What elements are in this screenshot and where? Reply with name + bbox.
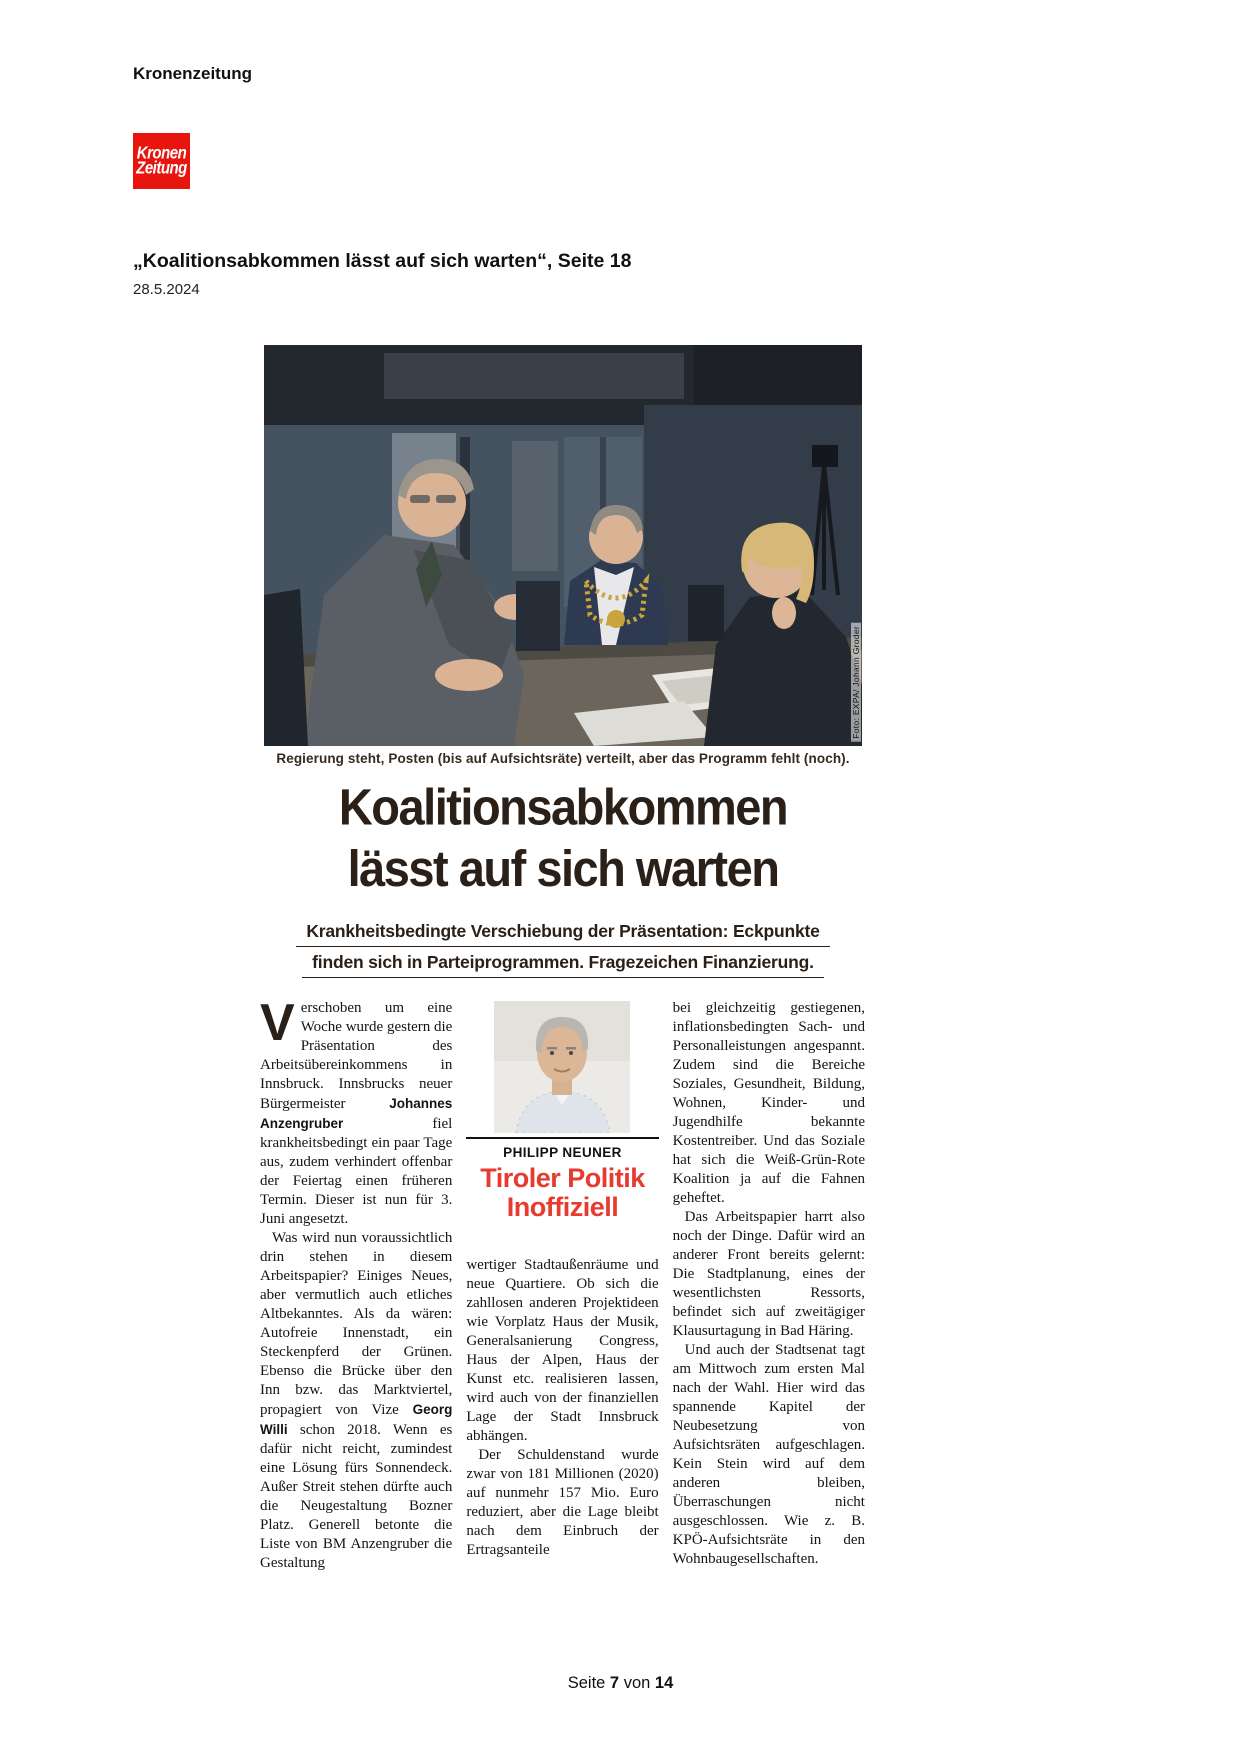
article-paragraph	[260, 994, 453, 1229]
footer-total-pages: 14	[654, 1674, 674, 1692]
article-column-left	[260, 994, 453, 1573]
article-subheadline	[264, 921, 862, 983]
series-title-line-2: Inoffiziell	[506, 1192, 619, 1222]
photo-credit: Foto: EXPA/ Johann Groder	[851, 623, 861, 742]
text-run: Und auch der Stadtsenat tagt am Mittwoch zum ersten Mal nach der Wahl. Hier wird das spannende Kapitel der Neubesetzung von Aufsichtsräten aufgeschlagen. Kein Stein wird auf dem anderen bleiben, Überraschungen nicht ausgeschlossen. Wie z. B. KPÖ-Aufsichtsräte in den Wohnbaugesellschaften.	[672, 1342, 865, 1567]
text-run: Der Schuldenstand wurde zwar von 181 Millionen (2020) auf nunmehr 157 Mio. Euro reduziert, aber die Lage bleibt nach dem Einbruch der Ertragsanteile	[466, 1447, 659, 1558]
article-paragraph	[673, 1341, 865, 1569]
kronen-zeitung-logo	[133, 133, 190, 189]
article-paragraph	[673, 999, 865, 1208]
spacer	[466, 1222, 658, 1244]
text-run: fiel krankheitsbedingt ein paar Tage aus, zudem verhindert offenbar der Feiertag einen früheren Termin. Dieser ist nun für 3. Juni angesetzt.	[260, 1116, 453, 1227]
series-title-line-1: Tiroler Politik	[480, 1163, 645, 1193]
logo-line-2: Zeitung	[136, 158, 187, 179]
photo-caption: Regierung steht, Posten (bis auf Aufsichtsräte) verteilt, aber das Programm fehlt (noch).	[276, 751, 850, 766]
article-headline	[264, 776, 862, 899]
text-run: Das Arbeitspapier harrt also noch der Dinge. Dafür wird an anderer Front bereits gelernt: Die Stadtplanung, eines der wesentlichsten Ressorts, befindet sich auf zweitägiger Klausurtagung in Bad Häring.	[672, 1209, 865, 1339]
headline-line-1: Koalitionsabkommen	[338, 778, 788, 836]
source-label: Kronenzeitung	[133, 64, 252, 83]
columnist-name: PHILIPP NEUNER	[503, 1145, 622, 1160]
article-column-right	[673, 999, 865, 1573]
clipping-title: „Koalitionsabkommen lässt auf sich warten“, Seite 18	[133, 250, 632, 272]
drop-cap: V	[260, 994, 295, 1052]
article-paragraph	[466, 1446, 658, 1560]
article-photo	[264, 345, 862, 746]
columnist-divider	[466, 1137, 658, 1139]
footer-page-number: 7	[609, 1674, 620, 1692]
article-paragraph	[260, 1229, 452, 1573]
bold-name: Georg Willi	[260, 1402, 453, 1437]
text-run: schon 2018. Wenn es dafür nicht reicht, zumindest eine Lösung fürs Sonnendeck. Außer Streit stehen dürfte auch die Neugestaltung Bozner Platz. Generell betonte die Liste von BM Anzengruber die Gestaltung	[260, 1422, 453, 1571]
article-column-middle	[466, 999, 658, 1573]
article-paragraph	[673, 1208, 865, 1341]
clipping-date: 28.5.2024	[133, 281, 200, 298]
columnist-box	[466, 1001, 658, 1244]
footer-middle: von	[623, 1674, 651, 1692]
text-run: Was wird nun voraussichtlich drin stehen in diesem Arbeitspapier? Einiges Neues, aber vermutlich auch etliches Altbekanntes. Als da wären: Autofreie Innenstadt, ein Steckenpferd der Grünen. Ebenso die Brücke über den Inn bzw. das Marktviertel, propagiert von Vize	[260, 1230, 453, 1418]
text-run: wertiger Stadtaußenräume und neue Quartiere. Ob sich die zahllosen anderen Projektideen wie Vorplatz Haus der Musik, Generalsanierung Congress, Haus der Alpen, Haus der Kunst etc. realisieren lassen, wird auch von der finanziellen Lage der Stadt Innsbruck abhängen.	[466, 1257, 659, 1444]
footer-prefix: Seite	[567, 1674, 606, 1692]
article-body	[260, 994, 865, 1573]
text-run: erschoben um eine Woche wurde gestern die Präsentation des Arbeitsübereinkommens in Innsbruck. Innsbrucks neuer Bürgermeister	[260, 1000, 453, 1112]
article-paragraph	[466, 1256, 658, 1446]
subheadline-line-1: Krankheitsbedingte Verschiebung der Präsentation: Eckpunkte	[296, 921, 829, 947]
columnist-portrait	[494, 1001, 630, 1133]
subheadline-line-2: finden sich in Parteiprogrammen. Fragezeichen Finanzierung.	[302, 952, 824, 978]
article-column-middle-text	[466, 1256, 658, 1560]
meeting-photo-illustration	[264, 345, 862, 746]
page-footer	[0, 1674, 1241, 1693]
headline-line-2: lässt auf sich warten	[347, 839, 779, 897]
column-series-title	[466, 1164, 658, 1222]
logo-line-1: Kronen	[136, 143, 187, 164]
bold-name: Johannes Anzengruber	[260, 1096, 453, 1131]
text-run: bei gleichzeitig gestiegenen, inflationsbedingten Sach- und Personalleistungen angespannt. Zudem sind die Bereiche Soziales, Gesundheit, Bildung, Wohnen, Kinder- und Jugendhilfe bekannte Kostentreiber. Und das Soziale hat sich die Weiß-Grün-Rote Koalition ja auf die Fahnen geheftet.	[672, 1000, 865, 1206]
